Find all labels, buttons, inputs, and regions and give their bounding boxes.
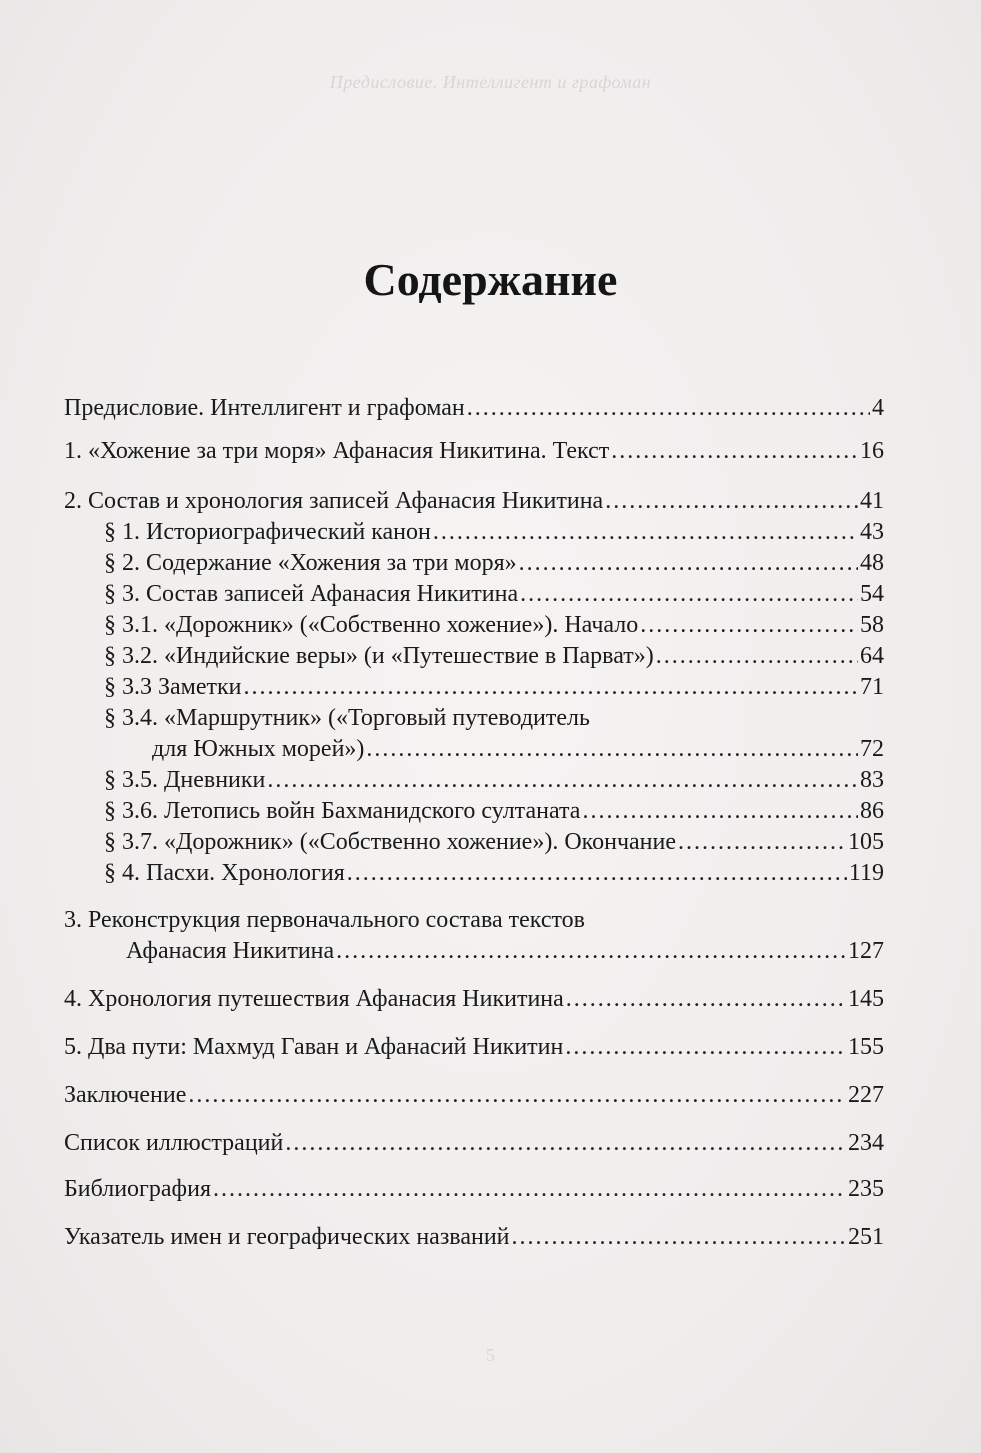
toc-leader-dots: [640, 610, 858, 640]
toc-page-number: 16: [860, 438, 884, 464]
toc-entry-section-3-1: [104, 610, 884, 640]
toc-entry-label: Библиография: [64, 1176, 211, 1202]
toc-leader-dots: [336, 936, 846, 966]
toc-entry-section-1: [104, 517, 884, 547]
toc-entry-label: Указатель имен и географических названий: [64, 1224, 510, 1250]
toc-entry-section-2: [104, 548, 884, 578]
toc-entry-label: § 3.3 Заметки: [104, 674, 242, 700]
toc-entry-index: [64, 1222, 884, 1252]
toc-leader-dots: [582, 796, 858, 826]
toc-entry-label: 2. Состав и хронология записей Афанасия Никитина: [64, 488, 604, 514]
toc-leader-dots: [519, 548, 858, 578]
toc-leader-dots: [347, 858, 847, 888]
toc-entry-label: § 3.6. Летопись войн Бахманидского султаната: [104, 798, 581, 824]
toc-entry-label: § 3. Состав записей Афанасия Никитина: [104, 581, 519, 607]
page-title: Содержание: [363, 254, 618, 305]
toc-leader-dots: [565, 1032, 846, 1062]
show-through-running-header: Предисловие. Интеллигент и графоман: [329, 72, 652, 92]
toc-entry-preface: [64, 393, 884, 423]
toc-entry-label: 4. Хронология путешествия Афанасия Никитина: [64, 986, 564, 1012]
toc-entry-section-3-7: [104, 827, 884, 857]
toc-entry-label: 1. «Хожение за три моря» Афанасия Никитина. Текст: [64, 438, 610, 464]
toc-leader-dots: [656, 641, 858, 671]
toc-entry-chapter-4: [64, 984, 884, 1014]
toc-leader-dots: [520, 579, 858, 609]
toc-leader-dots: [366, 734, 858, 764]
toc-entry-label: § 3.5. Дневники: [104, 767, 266, 793]
toc-entry-label: § 2. Содержание «Хожения за три моря»: [104, 550, 517, 576]
toc-page-number: 72: [860, 736, 884, 762]
toc-entry-section-3-6: [104, 796, 884, 826]
toc-entry-chapter-1: [64, 436, 884, 466]
toc-page-number: 119: [848, 860, 884, 886]
toc-leader-dots: [566, 984, 846, 1014]
toc-page-number: 41: [860, 488, 884, 514]
toc-entry-section-3-3: [104, 672, 884, 702]
toc-leader-dots: [213, 1174, 846, 1204]
toc-leader-dots: [285, 1128, 846, 1158]
toc-entry-label: для Южных морей»): [152, 736, 365, 762]
toc-leader-dots: [267, 765, 858, 795]
toc-page-number: 64: [860, 643, 884, 669]
toc-entry-label: 5. Два пути: Махмуд Гаван и Афанасий Никитин: [64, 1034, 564, 1060]
toc-entry-chapter-3-line1: 3. Реконструкция первоначального состава текстов: [64, 907, 585, 933]
toc-entry-section-3-2: [104, 641, 884, 671]
toc-page-number: 235: [848, 1176, 884, 1202]
toc-entry-chapter-3-line2: [126, 936, 884, 966]
toc-page-number: 234: [848, 1130, 884, 1156]
toc-leader-dots: [467, 393, 870, 423]
show-through-page-number: 5: [486, 1345, 495, 1365]
toc-entry-chapter-2: [64, 486, 884, 516]
toc-page-number: 43: [860, 519, 884, 545]
toc-entry-label: § 3.1. «Дорожник» («Собственно хожение»). Начало: [104, 612, 639, 638]
toc-leader-dots: [512, 1222, 847, 1252]
toc-page-number: 127: [848, 938, 884, 964]
toc-entry-section-3-4-line1: § 3.4. «Маршрутник» («Торговый путеводитель: [104, 705, 590, 731]
toc-entry-label: Афанасия Никитина: [126, 938, 335, 964]
toc-entry-section-3: [104, 579, 884, 609]
toc-leader-dots: [433, 517, 858, 547]
toc-leader-dots: [605, 486, 858, 516]
toc-page-number: 48: [860, 550, 884, 576]
toc-page-number: 86: [860, 798, 884, 824]
toc-page-number: 4: [872, 395, 884, 421]
toc-entry-section-3-5: [104, 765, 884, 795]
toc-entry-section-3-4-line2: [152, 734, 884, 764]
toc-entry-bibliography: [64, 1174, 884, 1204]
toc-leader-dots: [611, 436, 858, 466]
toc-entry-label: § 3.2. «Индийские веры» (и «Путешествие в Парват»): [104, 643, 654, 669]
toc-entry-section-4: [104, 858, 884, 888]
toc-entry-label: Заключение: [64, 1082, 187, 1108]
toc-entry-label: Список иллюстраций: [64, 1130, 284, 1156]
toc-page-number: 227: [848, 1082, 884, 1108]
toc-entry-chapter-5: [64, 1032, 884, 1062]
toc-page-number: 105: [848, 829, 884, 855]
toc-page-number: 251: [848, 1224, 884, 1250]
toc-entry-illustrations: [64, 1128, 884, 1158]
toc-leader-dots: [244, 672, 858, 702]
toc-page-number: 145: [848, 986, 884, 1012]
toc-page-number: 58: [860, 612, 884, 638]
toc-page-number: 155: [848, 1034, 884, 1060]
toc-leader-dots: [678, 827, 846, 857]
toc-leader-dots: [188, 1080, 846, 1110]
toc-entry-label: Предисловие. Интеллигент и графоман: [64, 395, 465, 421]
toc-entry-label: § 1. Историографический канон: [104, 519, 431, 545]
toc-entry-label: § 4. Пасхи. Хронология: [104, 860, 345, 886]
toc-page-number: 71: [860, 674, 884, 700]
toc-page-number: 54: [860, 581, 884, 607]
toc-entry-conclusion: [64, 1080, 884, 1110]
toc-page-number: 83: [860, 767, 884, 793]
toc-entry-label: § 3.7. «Дорожник» («Собственно хожение»). Окончание: [104, 829, 677, 855]
